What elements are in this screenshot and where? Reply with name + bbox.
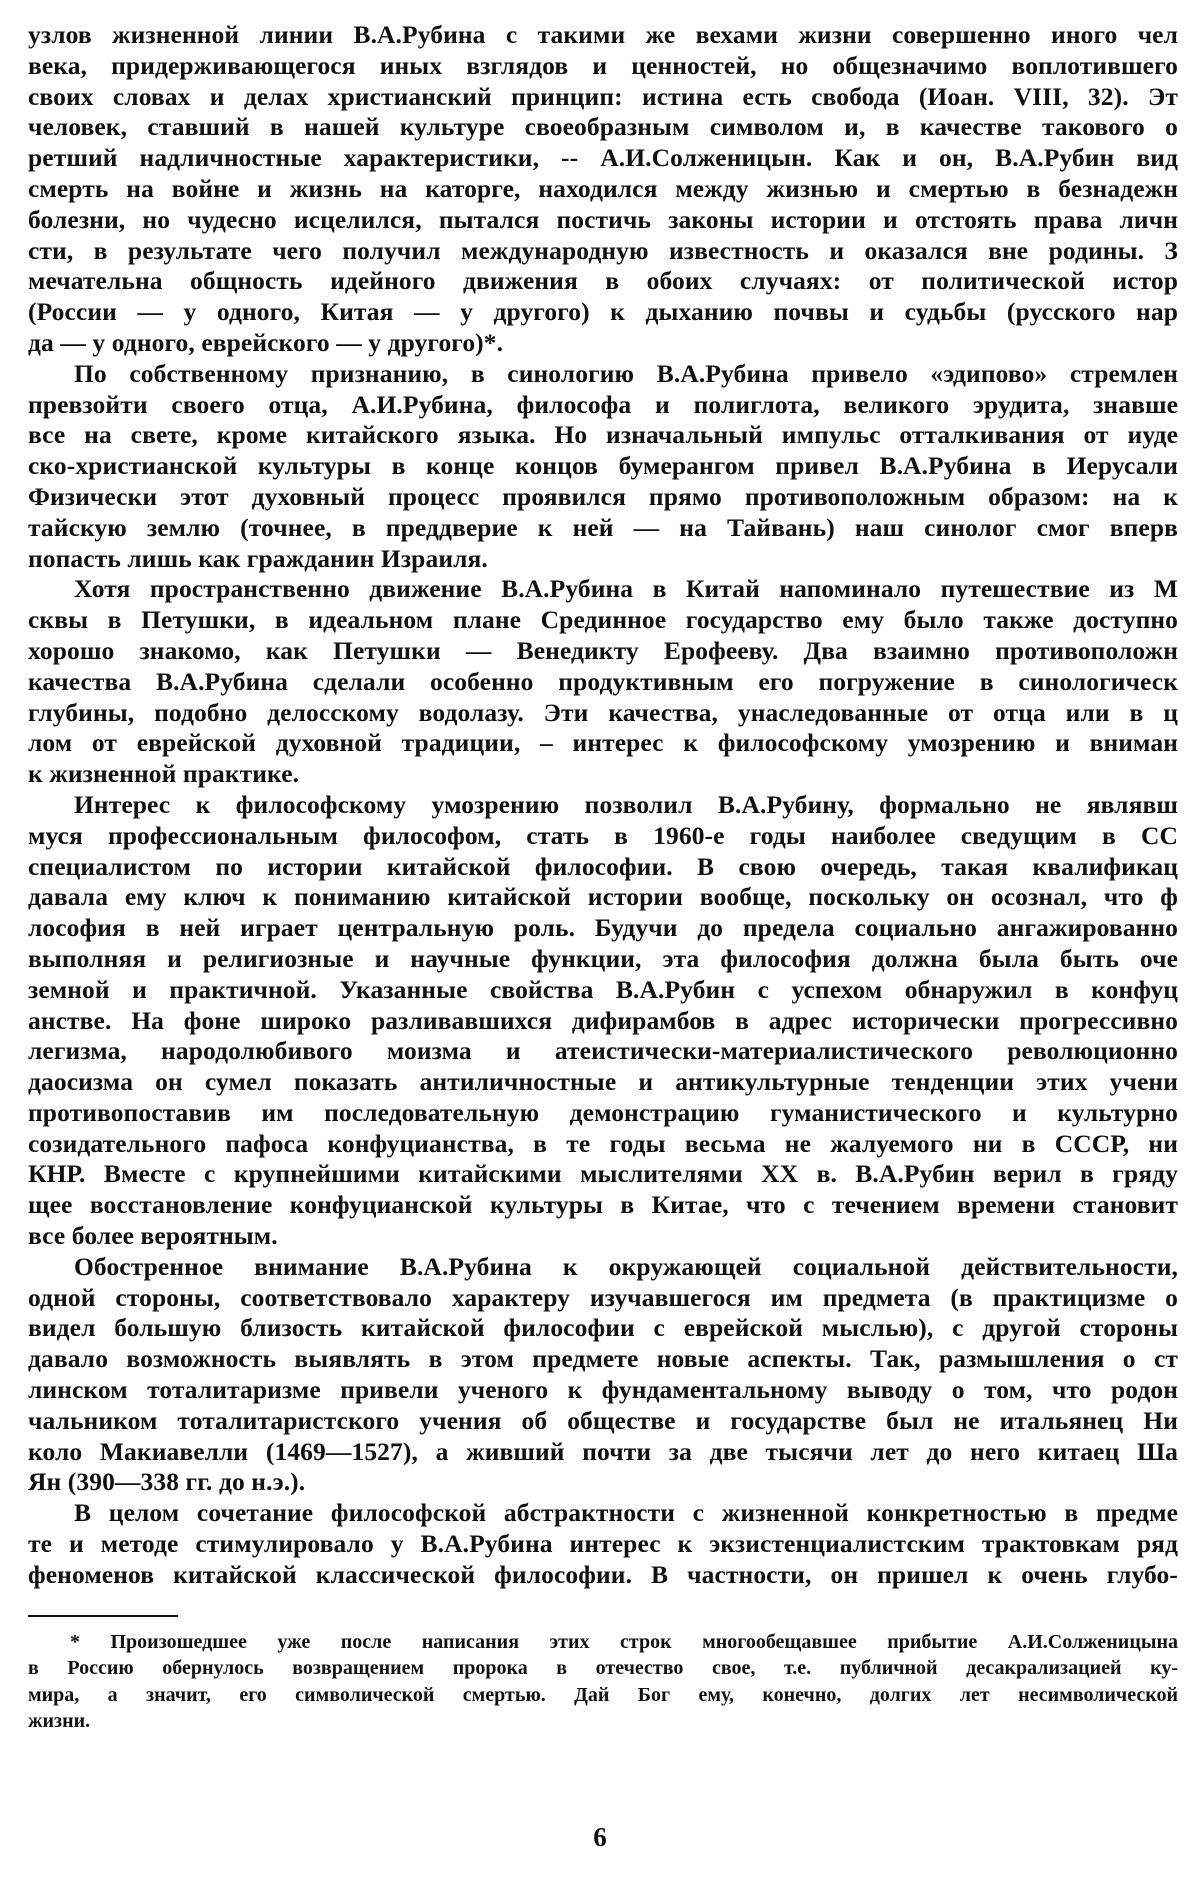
text-line: (России — у одного, Китая — у другого) к дыханию почвы и судьбы (русского нар [28, 297, 1178, 327]
paragraph-start-line: Интерес к философскому умозрению позволил В.А.Рубину, формально не являвш [74, 789, 1178, 819]
footnote-divider [28, 1615, 178, 1617]
text-line: попасть лишь как гражданин Израиля. [28, 543, 488, 573]
text-line: да — у одного, еврейского — у другого)*. [28, 327, 504, 357]
text-line: своих словах и делах христианский принцип: истина есть свобода (Иоан. VIII, 32). Эт [28, 81, 1178, 111]
text-line: века, придерживающегося иных взглядов и ценностей, но общезначимо воплотившего [28, 50, 1178, 80]
page-number: 6 [593, 1822, 607, 1852]
text-line: качества В.А.Рубина сделали особенно продуктивным его погружение в синологическ [28, 666, 1178, 696]
text-line: лософия в ней играет центральную роль. Будучи до предела социально ангажированно [28, 913, 1178, 943]
text-line: Физически этот духовный процесс проявился прямо противоположным образом: на к [28, 481, 1178, 511]
text-line: ретший надличностные характеристики, -- А.И.Солженицын. Как и он, В.А.Рубин вид [28, 143, 1178, 173]
text-line: лом от еврейской духовной традиции, – интерес к философскому умозрению и вниман [28, 728, 1178, 758]
text-line: все на свете, кроме китайского языка. Но изначальный импульс отталкивания от иуде [28, 420, 1178, 450]
footnote [28, 1629, 1178, 1735]
text-line: к жизненной практике. [28, 759, 300, 789]
text-line: даосизма он сумел показать антиличностные и антикультурные тенденции этих учени [28, 1067, 1178, 1097]
text-line: тайскую землю (точнее, в преддверие к ней — на Тайвань) наш синолог смог вперв [28, 512, 1178, 542]
text-line: специалистом по истории китайской философии. В свою очередь, такая квалификац [28, 851, 1178, 881]
text-line: ско-христианской культуры в конце концов бумерангом привел В.А.Рубина в Иерусали [28, 451, 1178, 481]
text-line: коло Макиавелли (1469—1527), а живший почти за две тысячи лет до него китаец Ша [28, 1436, 1178, 1466]
text-line: видел большую близость китайской философии с еврейской мыслью), с другой стороны [28, 1313, 1178, 1343]
text-line: созидательного пафоса конфуцианства, в те годы весьма не жалуемого ни в СССР, ни [28, 1128, 1178, 1158]
text-line: давало возможность выявлять в этом предмете новые аспекты. Так, размышления о ст [28, 1344, 1178, 1374]
text-line: муся профессиональным философом, стать в 1960-е годы наиболее сведущим в СС [28, 820, 1178, 850]
text-line: земной и практичной. Указанные свойства В.А.Рубин с успехом обнаружил в конфуц [28, 974, 1178, 1004]
book-page [28, 20, 1178, 1735]
footnote-line: в Россию обернулось возвращением пророка в отечество свое, т.е. публичной десакрализацией ку- [28, 1657, 1178, 1680]
text-line: феноменов китайской классической философии. В частности, он пришел к очень глубо- [28, 1559, 1178, 1589]
text-line: одной стороны, соответствовало характеру изучавшегося им предмета (в практицизме о [28, 1282, 1178, 1312]
paragraph-start-line: По собственному признанию, в синологию В.А.Рубина привело «эдипово» стремлен [74, 358, 1178, 388]
text-line: линском тоталитаризме привели ученого к фундаментальному выводу о том, что родон [28, 1375, 1178, 1405]
footnote-line: * Произошедшее уже после написания этих строк многообещавшее прибытие А.И.Солженицына [70, 1630, 1178, 1653]
text-line: щее восстановление конфуцианской культуры в Китае, что с течением времени становит [28, 1190, 1178, 1220]
footnote-line: мира, а значит, его символической смертью. Дай Бог ему, конечно, долгих лет несимволической [28, 1683, 1178, 1706]
paragraph-start-line: Хотя пространственно движение В.А.Рубина в Китай напоминало путешествие из М [74, 574, 1178, 604]
text-line: смерть на войне и жизнь на каторге, находился между жизнью и смертью в безнадежн [28, 173, 1178, 203]
text-line: выполняя и религиозные и научные функции, эта философия должна была быть оче [28, 943, 1178, 973]
text-line: сти, в результате чего получил международную известность и оказался вне родины. З [28, 235, 1178, 265]
text-line: анстве. На фоне широко разливавшихся дифирамбов в адрес исторически прогрессивно [28, 1005, 1178, 1035]
text-line: те и методе стимулировало у В.А.Рубина интерес к экзистенциалистским трактовкам ряд [28, 1529, 1178, 1559]
text-line: все более вероятным. [28, 1221, 278, 1251]
text-line: давала ему ключ к пониманию китайской истории вообще, поскольку он осознал, что ф [28, 882, 1178, 912]
body-text [28, 20, 1178, 1591]
text-line: чальником тоталитаристского учения об обществе и государстве был не итальянец Ни [28, 1405, 1178, 1435]
paragraph-start-line: Обостренное внимание В.А.Рубина к окружающей социальной действительности, [74, 1251, 1178, 1281]
text-line: сквы в Петушки, в идеальном плане Срединное государство ему было также доступно [28, 605, 1178, 635]
text-line: превзойти своего отца, А.И.Рубина, философа и полиглота, великого эрудита, знавше [28, 389, 1178, 419]
text-line: легизма, народолюбивого моизма и атеистически-материалистического революционно [28, 1036, 1178, 1066]
footnote-line: жизни. [28, 1710, 91, 1733]
text-line: противопоставив им последовательную демонстрацию гуманистического и культурно [28, 1097, 1178, 1127]
text-line: болезни, но чудесно исцелился, пытался постичь законы истории и отстоять права личн [28, 204, 1178, 234]
text-line: КНР. Вместе с крупнейшими китайскими мыслителями XX в. В.А.Рубин верил в гряду [28, 1159, 1178, 1189]
text-line: Ян (390—338 гг. до н.э.). [28, 1467, 306, 1497]
text-line: узлов жизненной линии В.А.Рубина с такими же вехами жизни совершенно иного чел [28, 20, 1178, 49]
text-line: хорошо знакомо, как Петушки — Венедикту Ерофееву. Два взаимно противоположн [28, 635, 1178, 665]
text-line: человек, ставший в нашей культуре своеобразным символом и, в качестве такового о [28, 112, 1178, 142]
text-line: мечательна общность идейного движения в обоих случаях: от политической истор [28, 266, 1178, 296]
paragraph-start-line: В целом сочетание философской абстрактности с жизненной конкретностью в предме [74, 1498, 1178, 1528]
text-line: глубины, подобно делосскому водолазу. Эти качества, унаследованные от отца или в ц [28, 697, 1178, 727]
